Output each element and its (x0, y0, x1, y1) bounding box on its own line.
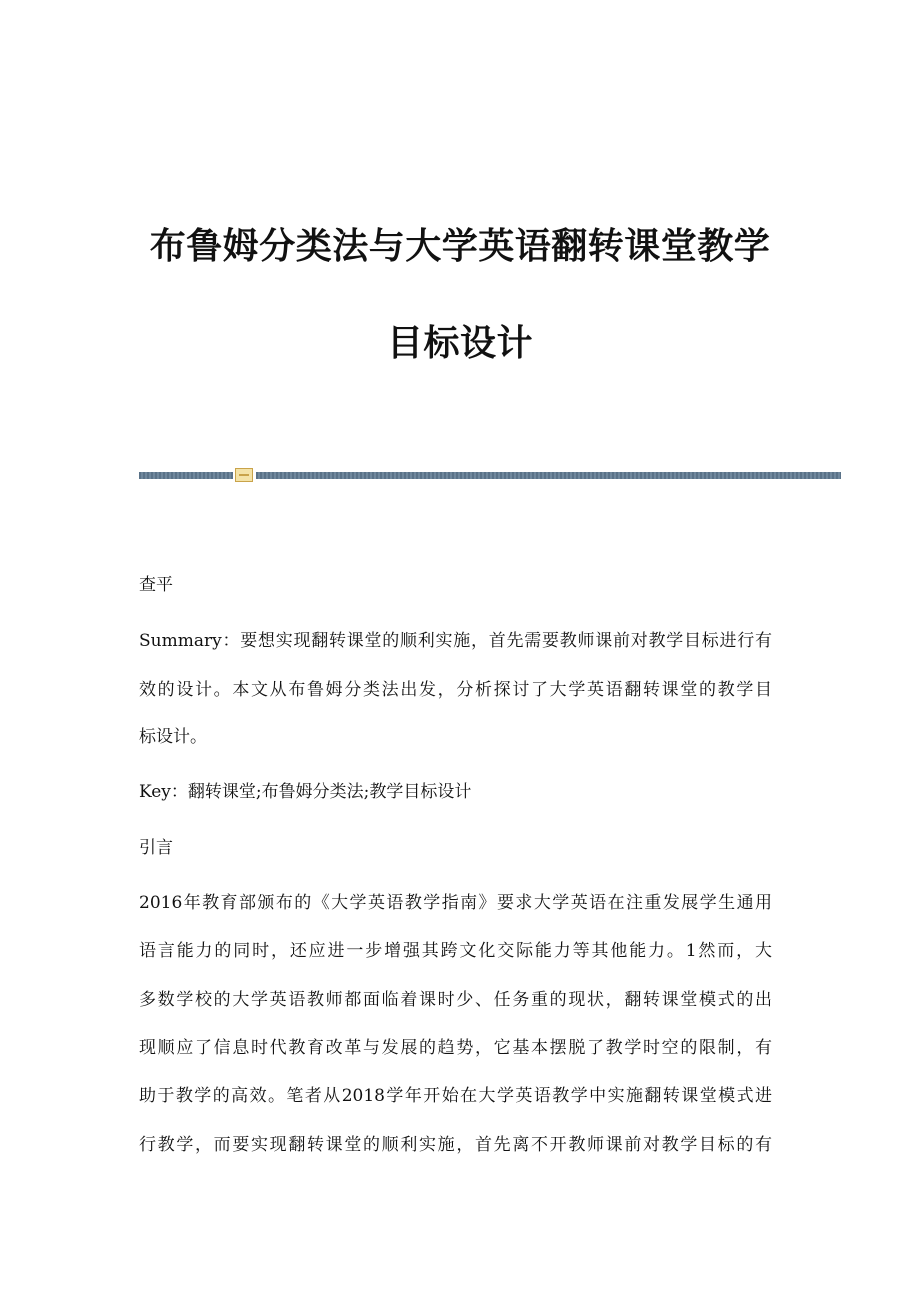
body-line-3: 多数学校的大学英语教师都面临着课时少、任务重的现状，翻转课堂模式的出 (139, 990, 772, 1010)
body-line-4: 现顺应了信息时代教育改革与发展的趋势，它基本摆脱了教学时空的限制，有 (139, 1038, 772, 1058)
body-line-2: 语言能力的同时，还应进一步增强其跨文化交际能力等其他能力。1然而，大 (139, 941, 772, 961)
divider-bar-left (139, 472, 233, 479)
document-title-line-2: 目标设计 (386, 323, 533, 364)
divider-bar-right (256, 472, 841, 479)
keywords-line: Key：翻转课堂;布鲁姆分类法;教学目标设计 (139, 782, 472, 802)
author-name: 查平 (139, 575, 173, 595)
title-divider (139, 468, 841, 482)
summary-line-1: Summary：要想实现翻转课堂的顺利实施，首先需要教师课前对教学目标进行有 (139, 631, 772, 651)
section-heading: 引言 (139, 838, 173, 858)
divider-ornament-icon (235, 468, 253, 482)
body-line-5: 助于教学的高效。笔者从2018学年开始在大学英语教学中实施翻转课堂模式进 (139, 1086, 772, 1106)
summary-line-3: 标设计。 (139, 727, 207, 747)
summary-line-2: 效的设计。本文从布鲁姆分类法出发，分析探讨了大学英语翻转课堂的教学目 (139, 680, 772, 700)
body-line-6: 行教学，而要实现翻转课堂的顺利实施，首先离不开教师课前对教学目标的有 (139, 1135, 772, 1155)
body-line-1: 2016年教育部颁布的《大学英语教学指南》要求大学英语在注重发展学生通用 (139, 893, 772, 913)
document-title-line-1: 布鲁姆分类法与大学英语翻转课堂教学 (149, 226, 771, 267)
